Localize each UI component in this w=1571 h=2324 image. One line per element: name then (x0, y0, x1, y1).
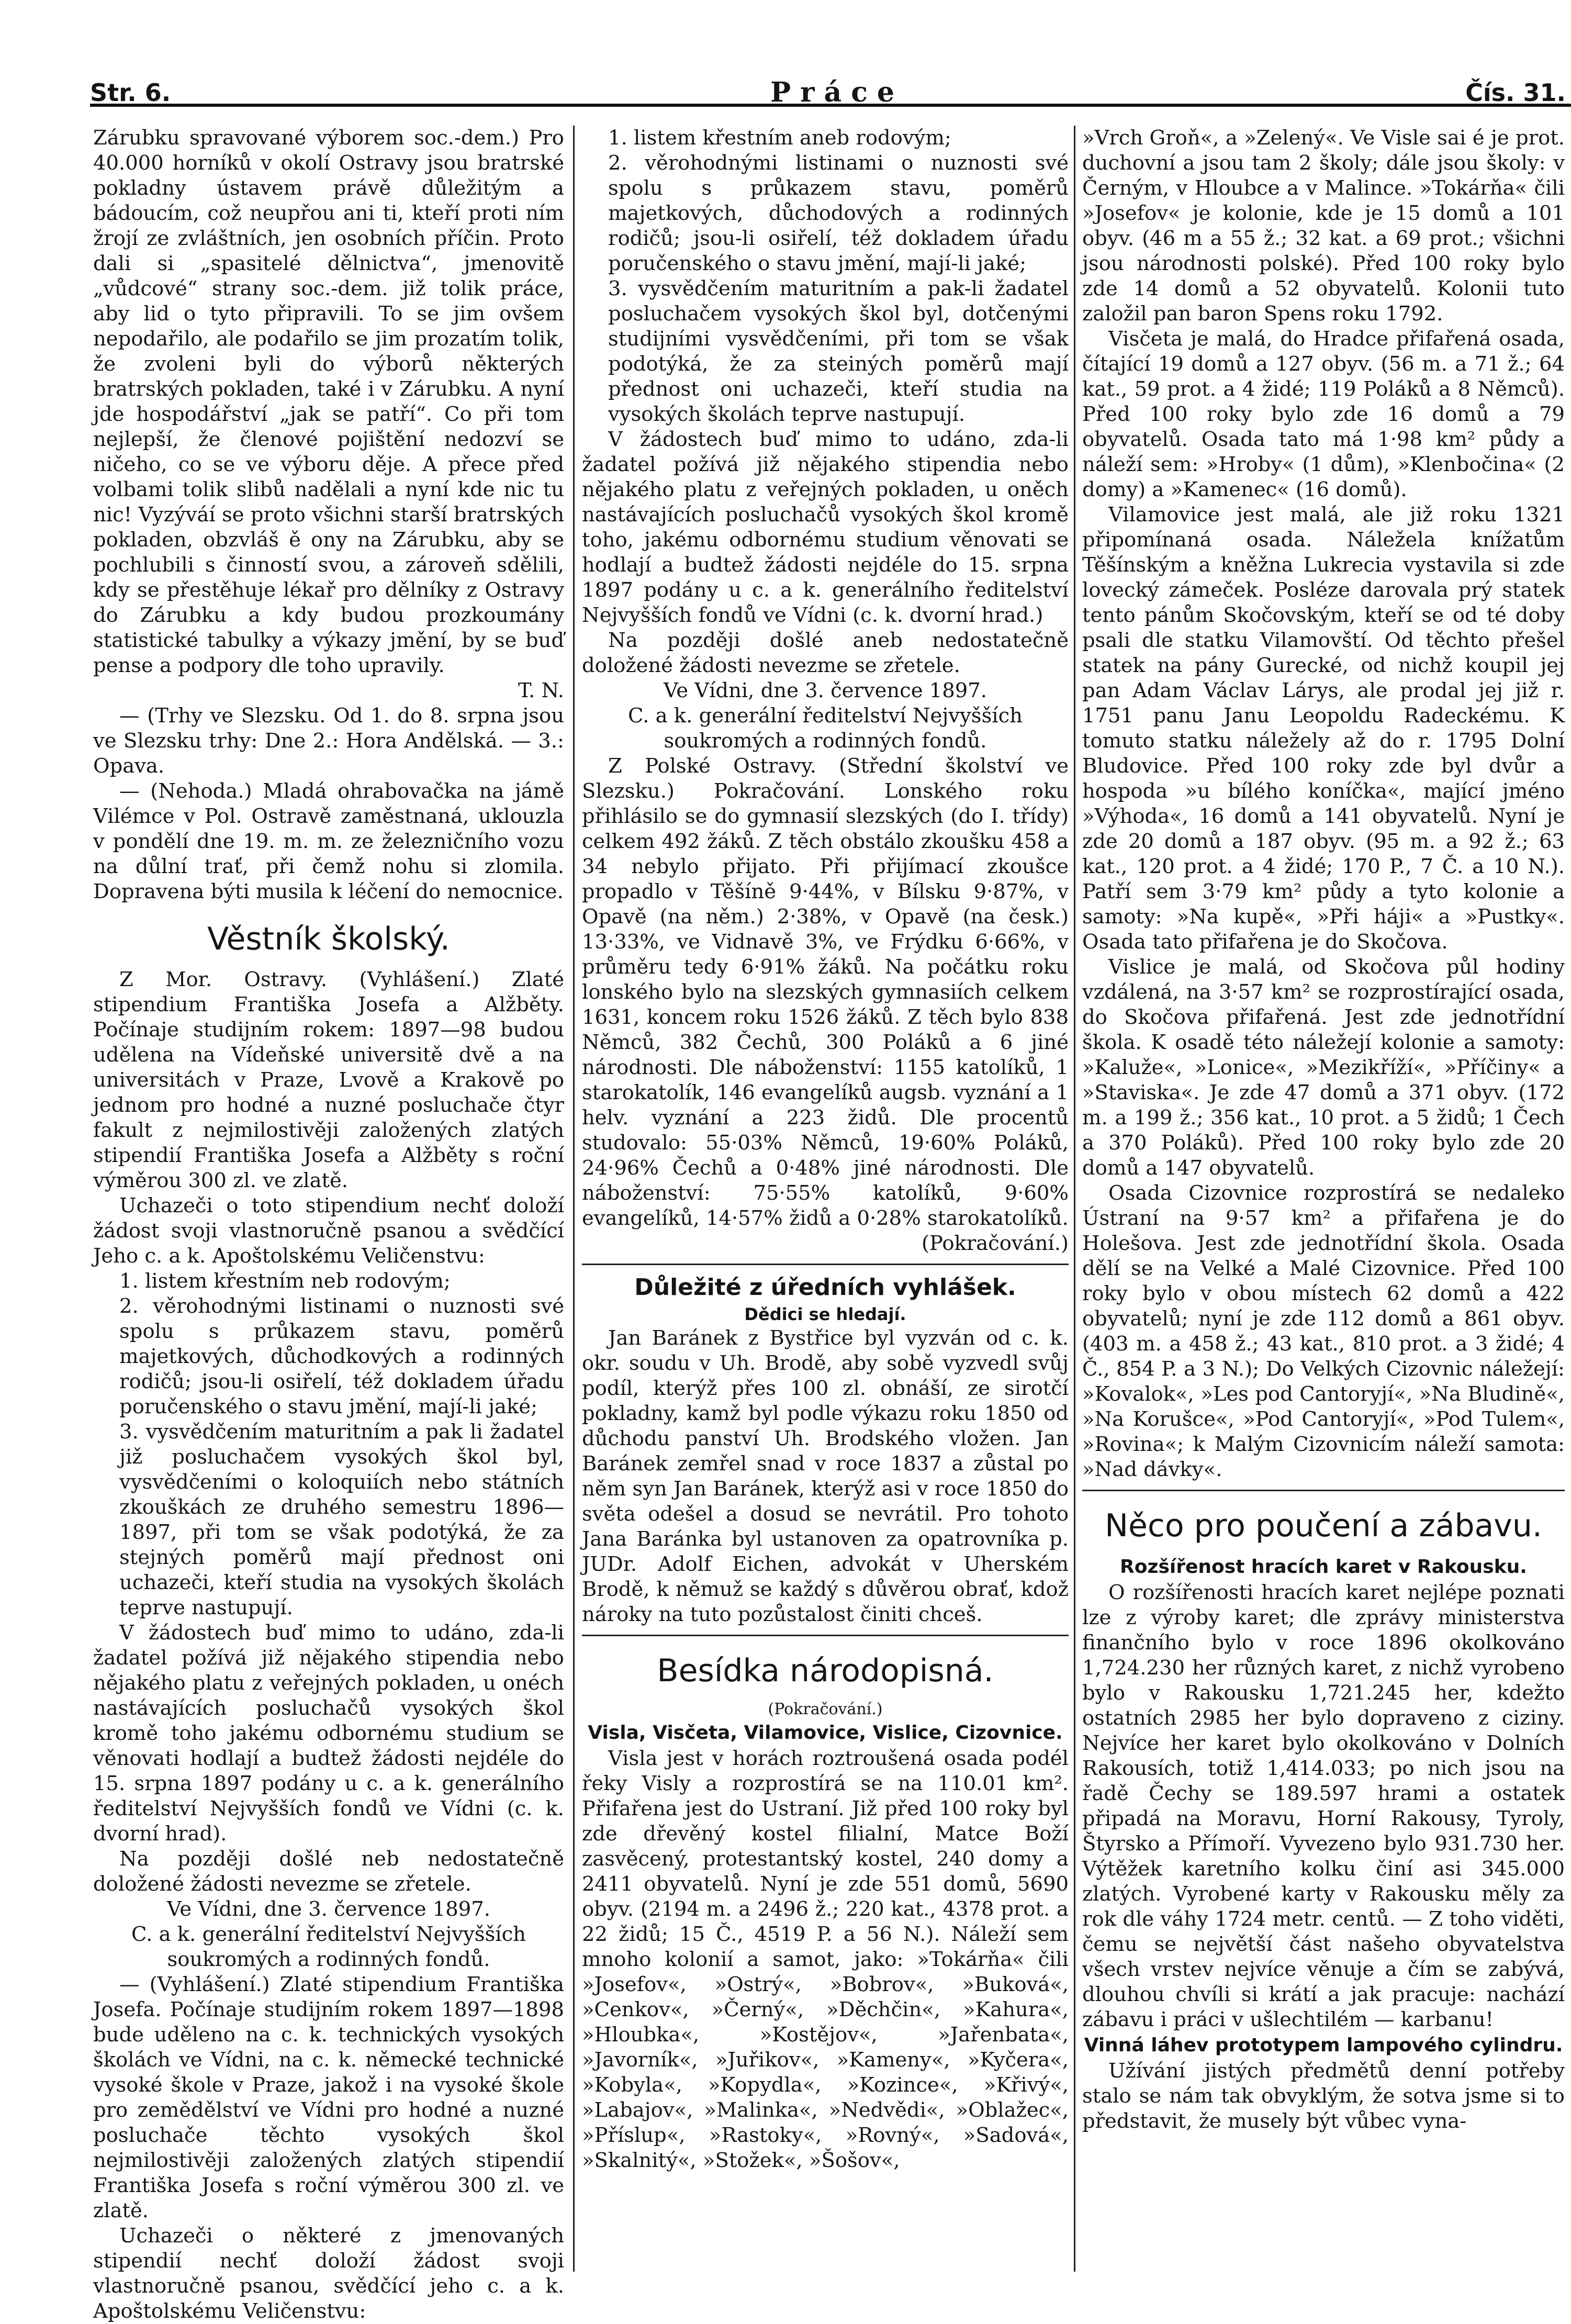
list-item: 2. věrohodnými listinami o nuznosti své spolu s průkazem stavu, poměrů majetkových, důchodkových a rodinných rodičů; jsou-li osiřelí, též dokladem úřadu poručenského o stavu jmění, mají-li jaké; (119, 1294, 564, 1418)
subheading-dedici: Dědici se hledají. (744, 1304, 906, 1324)
column-divider (573, 126, 575, 2272)
paragraph: Uchazeči o toto stipendium nechť doloží žádost svoji vlastnoručně psanou a svědčící Jeho c. a k. Apoštolskému Veličenstvu: (93, 1194, 564, 1268)
list-item: 1. listem křestním aneb rodovým; (608, 126, 951, 150)
subheading-lahev: Vinná láhev prototypem lampového cylindru. (1084, 2035, 1563, 2056)
article-nehoda: — (Nehoda.) Mladá ohrabovačka na jámě Vilémce v Pol. Ostravě zaměstnaná, uklouzla v pondělí dne 19. m. m. ze železničního vozu na důlní trať, při čemž nohu si zlomila. Dopravena býti musila k léčení do nemocnice. (93, 779, 564, 903)
subheading-karty: Rozšířenost hracích karet v Rakousku. (1120, 1556, 1527, 1578)
paragraph-vilamovice: Vilamovice jest malá, ale již roku 1321 připomínaná osada. Náležela knížatům Těšínským a kněžna Lukrecia vystavila si zde lovecký zámeček. Posléze darovala prý statek tento pánům Skočovským, kteří se od té doby psali dle statku Vilamovští. Od těchto přešel statek na pány Gurecké, od nichž koupil jej pan Adam Václav Lárys, ale prodal jej již r. 1751 panu Janu Leopoldu Radeckému. K tomuto statku náležely až do r. 1795 Dolní Bludovice. Před 100 roky zde byl dvůr a hospoda »u bílého koníčka«, mající jméno »Výhoda«, 16 domů a 141 obyvatelů. Nyní je zde 20 domů a 187 obyv. (95 m. a 92 ž.; 63 kat., 120 prot. a 4 židé; 170 P., 7 Č. a 10 N.). Patří sem 3·79 km² půdy a tyto kolonie a samoty: »Na kupě«, »Při háji« a »Pustky«. Osada tato přifařena je do Skočova. (1082, 503, 1565, 954)
issue-number: Čís. 31. (1465, 79, 1566, 107)
newspaper-title: Práce (770, 76, 904, 108)
article-stipendium: Z Mor. Ostravy. (Vyhlášení.) Zlaté stipendium Františka Josefa a Alžběty. Počínaje studijním rokem: 1897—98 budou udělena na Vídeňské universitě dvě a na universitách v Praze, Lvově a Krakově po jednom pro hodné a nuzné posluchače čtyr fakult z nejmilostivěji založených zlatých stipendií Františka Josefa a Alžběty s roční výměrou 300 zl. ve zlatě. (93, 968, 564, 1192)
article-vyhlaseni: — (Vyhlášení.) Zlaté stipendium Františka Josefa. Počínaje studijním rokem 1897—1898 bude uděleno na c. k. technických vysokých školách ve Vídni, na c. k. německé technické vysoké škole v Praze, jakož i na vysoké škole pro zemědělství ve Vídni pro hodné a nuzné posluchače těchto vysokých škol nejmilostivěji založených zlatých stipendií Františka Josefa s roční výměrou 300 zl. ve zlatě. (93, 1973, 564, 2222)
page-header (90, 63, 1571, 115)
requirements-list (582, 126, 1069, 427)
section-title-vestnik: Věstník školský. (207, 921, 450, 957)
column-1 (93, 126, 564, 2323)
requirements-list (93, 1269, 564, 1621)
continued-note: (Pokračování.) (921, 1232, 1069, 1255)
article-baranek: Jan Baránek z Bystřice byl vyzván od c. k. okr. soudu v Uh. Brodě, aby sobě vyzvedl svůj podíl, kterýž přes 100 zl. obnáší, ze sirotčí pokladny, kamž byl podle výkazu roku 1850 od důchodu panství Uh. Brodského vložen. Jan Baránek zemřel snad v roce 1837 a zůstal po něm syn Jan Baránek, kterýž asi v roce 1850 do světa odešel a dosud se nevrátil. Pro tohoto Jana Baránka byl ustanoven za opatrovníka p. JUDr. Adolf Eichen, advokát v Uherském Brodě, k němuž se každý s důvěrou obrať, kdož nároky na tuto pozůstalost činiti chceš. (582, 1326, 1069, 1626)
column-divider (1074, 126, 1075, 2272)
header-rule (90, 104, 1571, 107)
paragraph: »Vrch Groň«, a »Zelený«. Ve Visle sai é je prot. duchovní a jsou tam 2 školy; dále jsou školy: v Černým, v Hloubce a v Malince. »Tokárňa« čili »Josefov« je kolonie, kde je 15 domů a 101 obyv. (46 m a 55 ž.; 32 kat. a 69 prot.; všichni jsou národnosti polské). Před 100 roky bylo zde 14 domů a 52 obyvatelů. Kolonii tuto založil pan baron Spens roku 1792. (1082, 126, 1565, 326)
article-visla: Visla jest v horách roztroušená osada podél řeky Visly a rozprostírá se na 110.01 km². Přifařena jest do Ustraní. Již před 100 roky byl zde dřevěný kostel filialní, Matce Boží zasvěcený, protestantský kostel, 240 domy a 2411 obyvatelů. Nyní je zde 551 domů, 5690 obyv. (2194 m. a 2496 ž.; 220 kat., 4378 prot. a 22 židů; 15 Č., 4519 P. a 56 N.). Náleží sem mnoho kolonií a samot, jako: »Tokárňa« čili »Josefov«, »Ostrý«, »Bobrov«, »Buková«, »Cenkov«, »Černý«, »Děchčin«, »Kahura«, »Hloubka«, »Kostějov«, »Jařenbata«, »Javorník«, »Juřikov«, »Kameny«, »Kyčera«, »Kobyla«, »Kopydla«, »Kozince«, »Křivý«, »Labajov«, »Malinka«, »Nedvědi«, »Oblažec«, »Příslup«, »Rastoky«, »Rovný«, »Sadová«, »Skalnitý«, »Stožek«, »Šošov«, (582, 1747, 1069, 2172)
column-3 (1082, 126, 1565, 2277)
article-polska-ostrava: Z Polské Ostravy. (Střední školství ve Slezsku.) Pokračování. Lonského roku přihlásilo se do gymnasií slezských (do I. třídy) celkem 492 žáků. Z těch obstálo zkoušku 458 a 34 nebylo přijato. Při přijímací zkoušce propadlo v Těšíně 9·44%, v Bílsku 9·87%, v Opavě (na něm.) 2·38%, v Opavě (na česk.) 13·33%, ve Vidnavě 3%, ve Frýdku 6·66%, v průměru tedy 6·91% žáků. Na počátku roku lonského bylo na slezských gymnasiích celkem 1631, koncem roku 1526 žáků. Z těch bylo 838 Němců, 382 Čechů, 300 Poláků a 6 jiné národnosti. Dle náboženství: 1155 katolíků, 1 starokatolík, 146 evangelíků augsb. vyznání a 1 helv. vyznání a 223 židů. Dle procentů studovalo: 55·03% Němců, 19·60% Poláků, 24·96% Čechů a 0·48% jiné národnosti. Dle náboženství: 75·55% katolíků, 9·60% evangelíků, 14·57% židů a 0·28% starokatolíků. (582, 754, 1069, 1230)
divider (582, 1264, 1069, 1265)
list-item: 1. listem křestním neb rodovým; (119, 1269, 451, 1293)
list-item: 3. vysvědčením maturitním a pak li žadatel již posluchačem vysokých škol byl, vysvědčeními o koloquiích nebo státních zkouškách ze druhého semestru 1896—1897, při tom se však podotýká, že za stejných poměrů mají přednost oni uchazeči, kteří studia na vysokých školách teprve nastupují. (119, 1420, 564, 1619)
paragraph-cizovnice: Osada Cizovnice rozprostírá se nedaleko Ústraní na 9·57 km² a přifařena je do Holešova. Jest zde jednotřídní škola. Osada dělí se na Velké a Malé Cizovnice. Před 100 roky bylo v obou místech 62 domů a 422 obyvatelů; nyní je zde 112 domů a 861 obyv. (403 m. a 458 ž.; 43 kat., 810 prot. a 3 židé; 4 Č., 854 P. a 3 N.); Do Velkých Cizovnic náležejí: »Kovalok«, »Les pod Cantoryjí«, »Na Bludině«, »Na Korušce«, »Pod Cantoryjí«, »Pod Tulem«, »Rovina«; k Malým Cizovnicím náleží samota: »Nad dávky«. (1082, 1181, 1565, 1481)
article-lahev: Užívání jistých předmětů denní potřeby stalo se nám tak obvyklým, že sotva jsme si to představit, že musely být vůbec vyna- (1082, 2059, 1565, 2133)
authority: C. a k. generální ředitelství Nejvyšších soukromých a rodinných fondů. (628, 704, 1023, 753)
list-item: 3. vysvědčením maturitním a pak-li žadatel posluchačem vysokých škol byl, dotčenými studijními vysvědčeními, při tom se však podotýká, že za steiných poměrů mají přednost oni uchazeči, kteří studia na vysokých školách teprve nastupují. (608, 277, 1069, 426)
page-number: Str. 6. (90, 79, 171, 107)
dateline: Ve Vídni, dne 3. července 1897. (664, 679, 987, 702)
section-title-vyhlasky: Důležité z úředních vyhlášek. (634, 1274, 1016, 1301)
article-zarubek: Zárubku spravované výborem soc.-dem.) Pro 40.000 horníků v okolí Ostravy jsou bratrské pokladny ústavem právě důležitým a bádoucím, což neupřou ani ti, kteří proti ním žrojí ze zvláštních, jen osobních příčin. Proto dali si „spasitelé dělnictva“, jmenovitě „vůdcové“ strany soc.-dem. již tolik práce, aby lid o tyto připravili. To se jim ovšem nepodařilo, ale podařilo se jim prozatím tolik, že zvoleni byli do výborů některých bratrských pokladen, také i v Zárubku. A nyní jde hospodářství „jak se patří“. Co při tom nejlepší, že členové pojištění nedozví se ničeho, co se ve výboru děje. A přece před volbami tolik slibů nadělali a nyní kde nic tu nic! Vyzýváí se proto všichni starší bratrských pokladen, obzvláš ě ony na Zárubku, aby se pochlubili s činností svou, a zároveň sdělili, kdy se přestěhuje lékař pro dělníky z Ostravy do Zárubku a kdy budou prozkoumány statistické tabulky a výkazy jmění, by se buď pense a podpory dle toho upravily. (93, 126, 564, 677)
signature: T. N. (518, 679, 564, 702)
section-title-besidka: Besídka národopisná. (657, 1652, 994, 1689)
paragraph: V žádostech buď mimo to udáno, zda-li žadatel požívá již nějakého stipendia nebo nějakého platu z veřejných pokladen, u onéch nastávajících posluchačů vysokých škol kromě toho jakému odbornému studium se věnovati hodlají a budtež žádosti nejdéle do 15. srpna 1897 podány u c. a k. generálního ředitelství Nejvyšších fondů ve Vídni (c. k. dvorní hrad). (93, 1621, 564, 1846)
paragraph: Na později došlé aneb nedostatečně doložené žádosti nevezme se zřetele. (582, 629, 1069, 677)
column-2 (582, 126, 1069, 2277)
section-title-neco: Něco pro poučení a zábavu. (1105, 1507, 1542, 1544)
paragraph-vislice: Vislice je malá, od Skočova půl hodiny vzdálená, na 3·57 km² se rozprostírající osada, do Skočova přifařená. Jest zde jednotřídní škola. K osadě této náležejí kolonie a samoty: »Kaluže«, »Lonice«, »Mezikříží«, »Příčiny« a »Staviska«. Je zde 47 domů a 371 obyv. (172 m. a 199 ž.; 356 kat., 10 prot. a 5 židů; 1 Čech a 370 Poláků). Před 100 roky bylo zde 20 domů a 147 obyvatelů. (1082, 955, 1565, 1180)
divider (582, 1635, 1069, 1636)
authority: C. a k. generální ředitelství Nejvyšších soukromých a rodinných fondů. (131, 1923, 526, 1971)
article-karty: O rozšířenosti hracích karet nejlépe poznati lze z výroby karet; dle zprávy ministerstva finančního bylo v roce 1896 okolkováno 1,724.230 her různých karet, z nichž vyrobeno bylo v Rakousku 1,721.245 her, kdežto ostatních 2985 her bylo dopraveno z ciziny. Nejvíce her karet bylo okolkováno v Dolních Rakousích, totiž 1,414.033; po nich jsou na řadě Čechy se 189.597 hrami a ostatek připadá na Moravu, Horní Rakousy, Tyroly, Štyrsko a Přímoří. Vyvezeno bylo 931.730 her. Výtěžek karetního kolku činí asi 345.000 zlatých. Vyrobené karty v Rakousku měly za rok dle váhy 1724 metr. centů. — Z toho viděti, čemu se největší část našeho obyvatelstva všech vrstev nejvíce věnuje a čím se zabývá, dlouhou chvíli si krátí a jak pracuje: nachází zábavu i práci v ušlechtilém — karbanu! (1082, 1581, 1565, 2031)
paragraph: Na později došlé neb nedostatečně doložené žádosti nevezme se zřetele. (93, 1847, 564, 1896)
paragraph-visceta: Visčeta je malá, do Hradce přifařená osada, čítající 19 domů a 127 obyv. (56 m. a 71 ž.; 64 kat., 59 prot. a 4 židé; 119 Poláků a 8 Němců). Před 100 roky bylo zde 16 domů a 79 obyvatelů. Osada tato má 1·98 km² půdy a náleží sem: »Hroby« (1 dům), »Klenbočina« (2 domy) a »Kamenec« (16 domů). (1082, 327, 1565, 501)
paragraph: Uchazeči o některé z jmenovaných stipendií nechť doloží žádost svoji vlastnoručně psanou, svědčící jeho c. a k. Apoštolskému Veličenstvu: (93, 2224, 564, 2323)
continued-note: (Pokračování.) (768, 1700, 883, 1718)
paragraph: V žádostech buď mimo to udáno, zda-li žadatel požívá již nějakého stipendia nebo nějakého platu z veřejných pokladen, u oněch nastávajících posluchačů vysokých škol kromě toho, jakému odbornému studium věnovati se hodlají a budtež žádosti nejdéle do 15. srpna 1897 podány u c. a k. generálního ředitelství Nejvyšších fondů ve Vídni (c. k. dvorní hrad.) (582, 428, 1069, 627)
divider (1082, 1490, 1565, 1491)
dateline: Ve Vídni, dne 3. července 1897. (167, 1897, 490, 1921)
subheading-visla: Visla, Visčeta, Vilamovice, Vislice, Cizovnice. (588, 1722, 1063, 1744)
article-trhy: — (Trhy ve Slezsku. Od 1. do 8. srpna jsou ve Slezsku trhy: Dne 2.: Hora Andělská. — 3.: Opava. (93, 704, 564, 778)
list-item: 2. věrohodnými listinami o nuznosti své spolu s průkazem stavu, poměrů majetkových, důchodových a rodinných rodičů; jsou-li osiřelí, též dokladem úřadu poručenského o stavu jmění, mají-li jaké; (608, 151, 1069, 275)
